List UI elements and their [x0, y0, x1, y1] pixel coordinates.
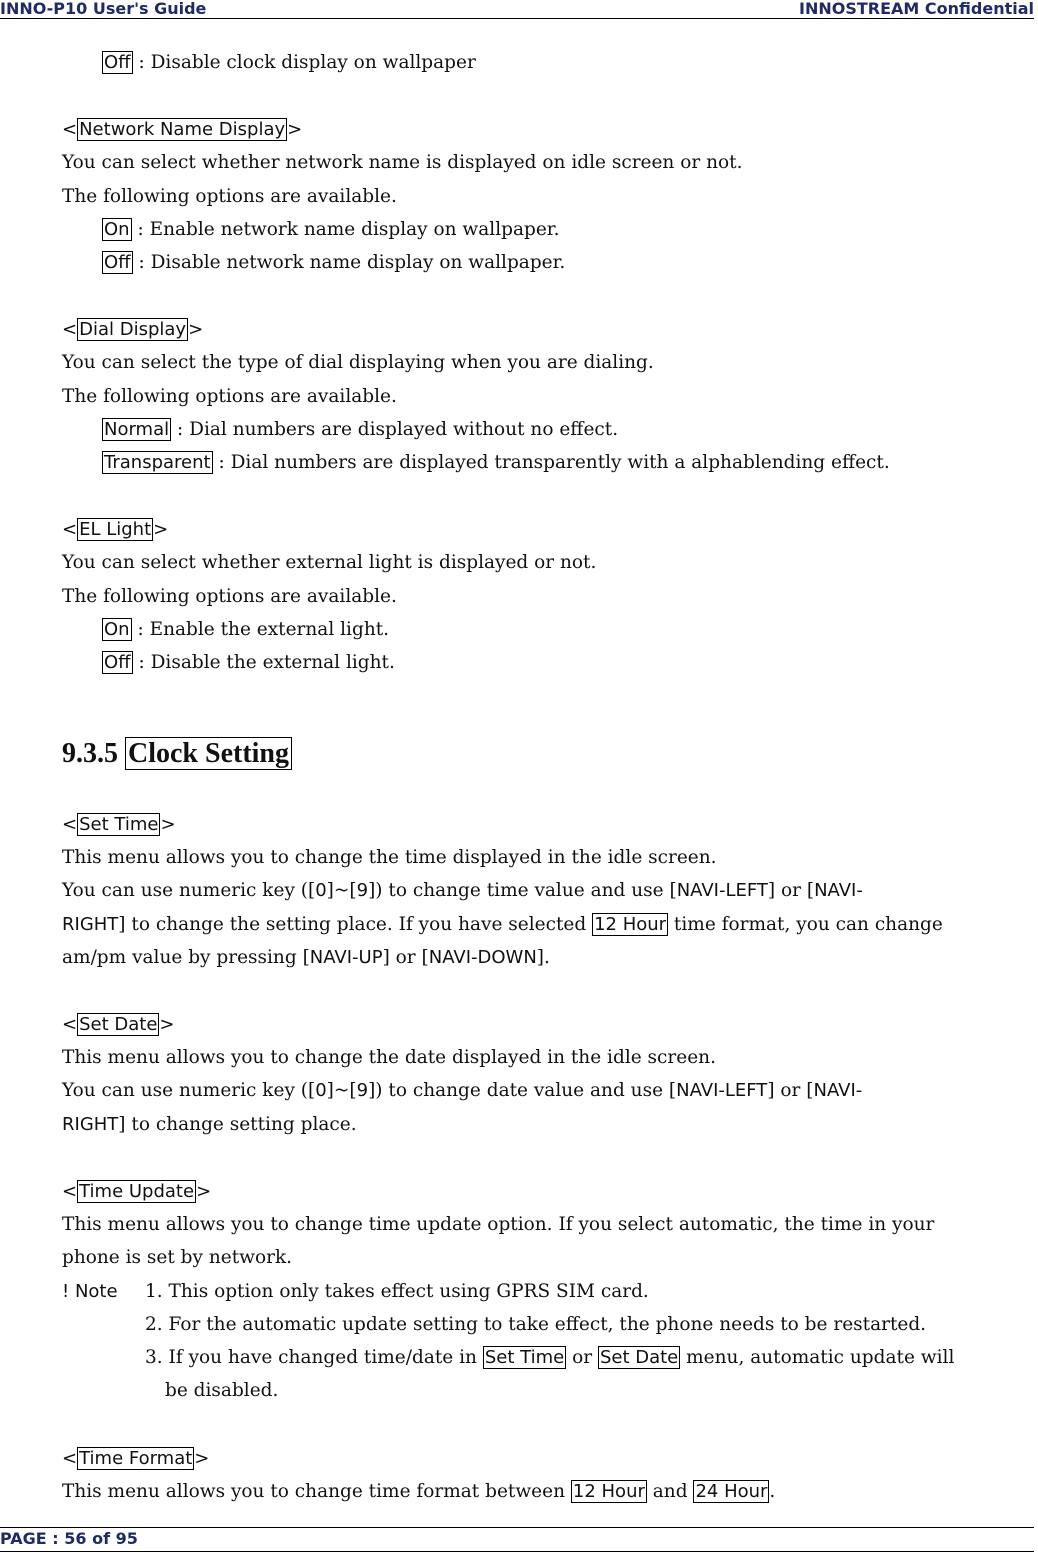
network-off-option: Off : Disable network name display on wallpaper.	[104, 252, 566, 273]
time-format-desc: This menu allows you to change time format between 12 Hour and 24 Hour .	[62, 1481, 776, 1502]
dial-display-heading: < Dial Display >	[62, 319, 204, 340]
time-update-desc: This menu allows you to change time update option. If you select automatic, the time in your	[62, 1214, 935, 1235]
el-on-option: On : Enable the external light.	[104, 619, 390, 640]
network-options-intro: The following options are available.	[62, 186, 397, 207]
el-off-option: Off : Disable the external light.	[104, 652, 395, 673]
set-time-heading: < Set Time >	[62, 814, 176, 835]
time-update-heading: < Time Update >	[62, 1181, 212, 1202]
dial-options-intro: The following options are available.	[62, 386, 397, 407]
header-doc-title: INNO-P10 User's Guide	[0, 0, 207, 18]
page-header	[0, 0, 1034, 19]
set-time-ampm-line: am/pm value by pressing [NAVI-UP] or [NAVI-DOWN].	[62, 947, 550, 968]
dial-transparent-option: Transparent : Dial numbers are displayed transparently with a alphablending effect.	[104, 452, 890, 473]
clock-off-option: Off : Disable clock display on wallpaper	[104, 52, 476, 73]
set-time-place-line: RIGHT] to change the setting place. If you have selected 12 Hour time format, you can change	[62, 914, 943, 935]
el-desc: You can select whether external light is displayed or not.	[62, 552, 597, 573]
dial-desc: You can select the type of dial displaying when you are dialing.	[62, 352, 654, 373]
dial-normal-option: Normal : Dial numbers are displayed without no effect.	[104, 419, 619, 440]
el-light-heading: < EL Light >	[62, 519, 169, 540]
note-item-3-cont: be disabled.	[165, 1380, 279, 1401]
set-date-place-line: RIGHT] to change setting place.	[62, 1114, 357, 1135]
header-confidential: INNOSTREAM Confidential	[799, 0, 1034, 18]
note-label: ! Note	[62, 1281, 118, 1302]
set-date-keys-line: You can use numeric key ([0]~[9]) to change date value and use [NAVI-LEFT] or [NAVI-	[62, 1080, 863, 1101]
section-heading: 9.3.5 Clock Setting	[62, 734, 292, 774]
page-number: PAGE : 56 of 95	[0, 1529, 138, 1548]
set-time-desc: This menu allows you to change the time displayed in the idle screen.	[62, 847, 717, 868]
network-on-option: On : Enable network name display on wallpaper.	[104, 219, 560, 240]
page-footer	[0, 1527, 1034, 1552]
el-options-intro: The following options are available.	[62, 586, 397, 607]
set-time-keys-line: You can use numeric key ([0]~[9]) to change time value and use [NAVI-LEFT] or [NAVI-	[62, 880, 863, 901]
note-item-3: 3. If you have changed time/date in Set Time or Set Date menu, automatic update will	[145, 1347, 955, 1368]
note-item-2: 2. For the automatic update setting to take effect, the phone needs to be restarted.	[145, 1314, 927, 1335]
time-update-desc-cont: phone is set by network.	[62, 1247, 293, 1268]
time-format-heading: < Time Format >	[62, 1448, 210, 1469]
network-desc: You can select whether network name is displayed on idle screen or not.	[62, 152, 743, 173]
note-item-1: 1. This option only takes effect using GPRS SIM card.	[145, 1281, 649, 1302]
set-date-desc: This menu allows you to change the date displayed in the idle screen.	[62, 1047, 716, 1068]
network-name-heading: < Network Name Display >	[62, 119, 303, 140]
set-date-heading: < Set Date >	[62, 1014, 175, 1035]
